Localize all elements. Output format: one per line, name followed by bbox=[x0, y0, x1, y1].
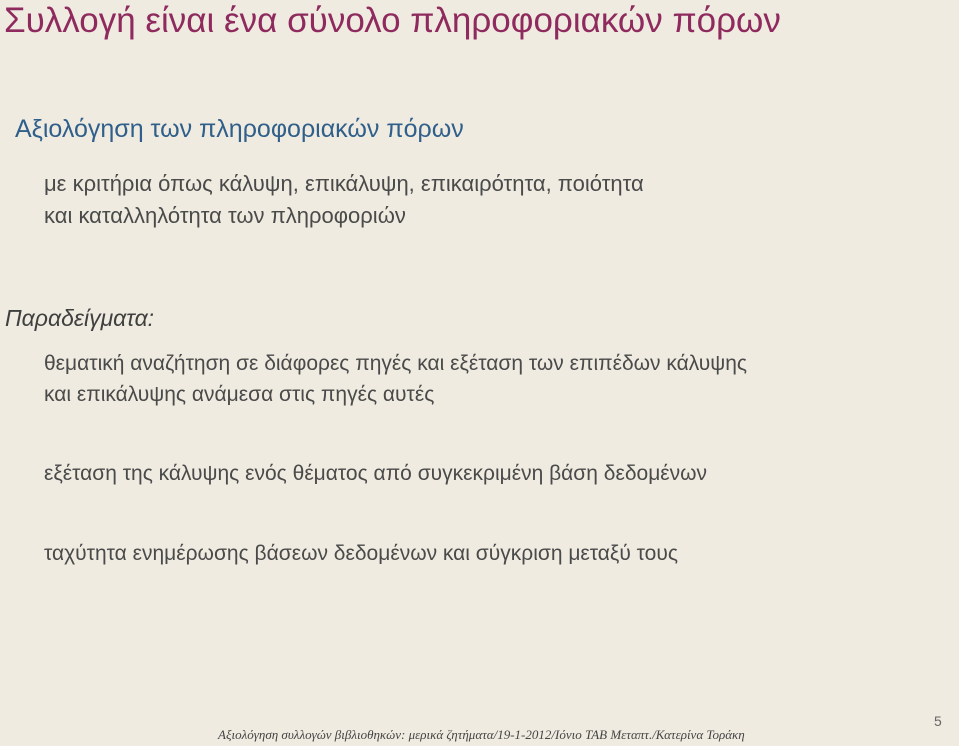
example-item bbox=[44, 458, 707, 489]
example-line: εξέταση της κάλυψης ενός θέματος από συγκεκριμένη βάση δεδομένων bbox=[44, 462, 708, 485]
slide-footer: Αξιολόγηση συλλογών βιβλιοθηκών: μερικά ζητήματα/19-1-2012/Ιόνιο ΤΑΒ Μεταπτ./Κατερίνα Τοράκη bbox=[218, 727, 745, 742]
section-subheading: Αξιολόγηση των πληροφοριακών πόρων bbox=[15, 115, 464, 143]
example-item bbox=[44, 348, 747, 410]
page-number: 5 bbox=[934, 713, 942, 729]
example-line: και επικάλυψης ανάμεσα στις πηγές αυτές bbox=[44, 383, 435, 406]
criteria-text bbox=[44, 168, 644, 232]
criteria-line: με κριτήρια όπως κάλυψη, επικάλυψη, επικαιρότητα, ποιότητα bbox=[44, 171, 644, 196]
example-item bbox=[44, 538, 678, 569]
examples-label: Παραδείγματα: bbox=[5, 305, 155, 331]
criteria-line: και καταλληλότητα των πληροφοριών bbox=[44, 203, 406, 228]
example-line: θεματική αναζήτηση σε διάφορες πηγές και εξέταση των επιπέδων κάλυψης bbox=[44, 352, 748, 375]
slide-title: Συλλογή είναι ένα σύνολο πληροφοριακών πόρων bbox=[4, 1, 781, 40]
example-line: ταχύτητα ενημέρωσης βάσεων δεδομένων και σύγκριση μεταξύ τους bbox=[44, 542, 678, 565]
